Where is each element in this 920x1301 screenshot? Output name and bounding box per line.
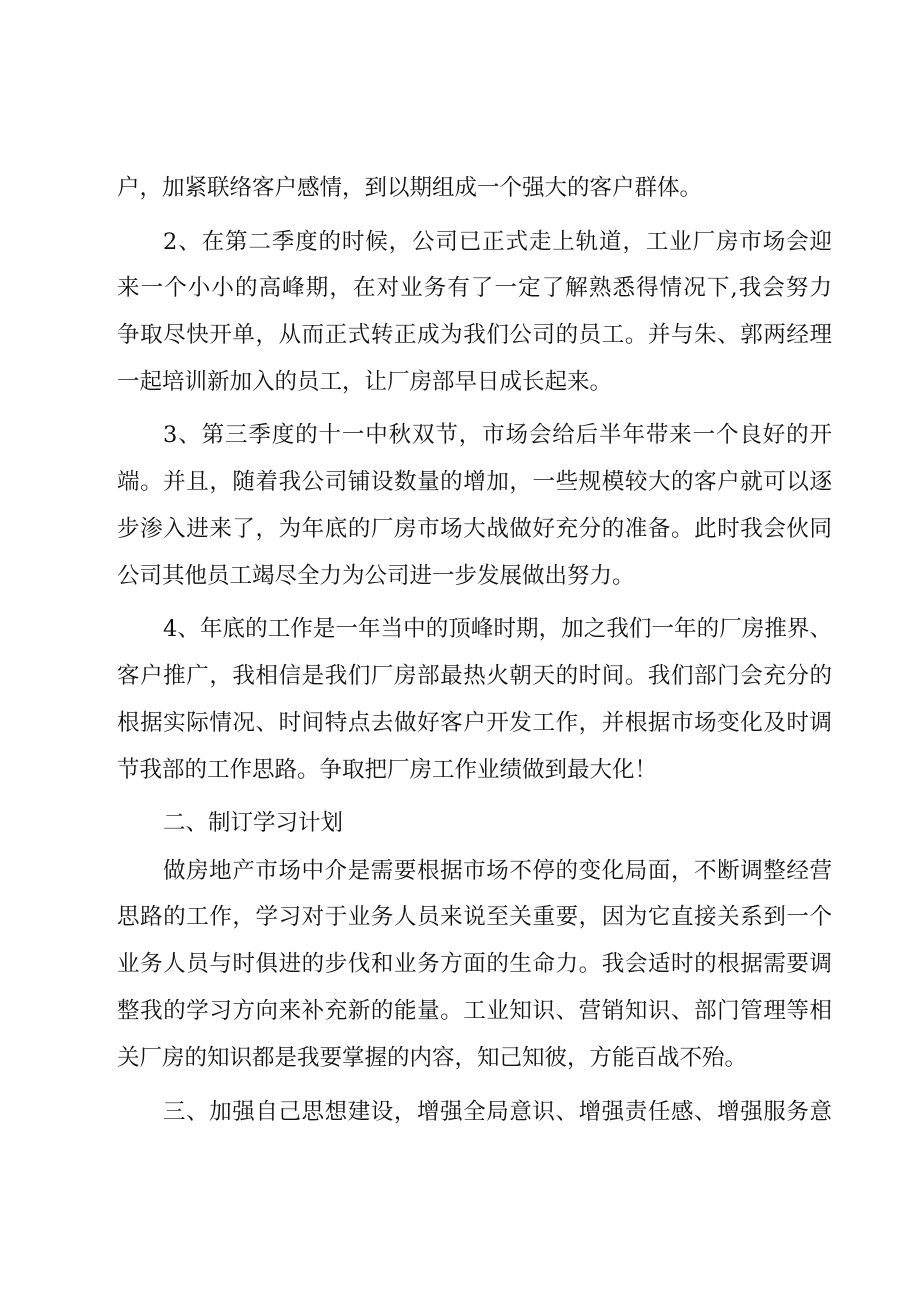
text-line: 端。并且，随着我公司铺设数量的增加，一些规模较大的客户就可以逐: [117, 469, 832, 495]
text-line: 步渗入进来了，为年底的厂房市场大战做好充分的准备。此时我会伙同: [117, 516, 832, 542]
text-line: 3、第三季度的十一中秋双节，市场会给后半年带来一个良好的开: [163, 422, 832, 448]
text-line: 业务人员与时俱进的步伐和业务方面的生命力。我会适时的根据需要调: [117, 951, 832, 977]
text-line: 2、在第二季度的时候，公司已正式走上轨道，工业厂房市场会迎: [163, 229, 832, 255]
text-line: 4、年底的工作是一年当中的顶峰时期，加之我们一年的厂房推界、: [163, 616, 832, 642]
text-line: 来一个小小的高峰期，在对业务有了一定了解熟悉得情况下,我会努力: [117, 275, 832, 301]
text-line: 公司其他员工竭尽全力为公司进一步发展做出努力。: [117, 563, 635, 589]
text-line: 户，加紧联络客户感情，到以期组成一个强大的客户群体。: [117, 175, 703, 201]
text-line: 节我部的工作思路。争取把厂房工作业绩做到最大化！: [117, 757, 658, 783]
text-line: 根据实际情况、时间特点去做好客户开发工作，并根据市场变化及时调: [117, 710, 832, 736]
section-heading: 二、制订学习计划: [163, 810, 344, 836]
text-line: 做房地产市场中介是需要根据市场不停的变化局面，不断调整经营: [163, 858, 832, 884]
section-heading: 三、加强自己思想建设，增强全局意识、增强责任感、增强服务意: [163, 1099, 832, 1125]
text-line: 客户推广，我相信是我们厂房部最热火朝天的时间。我们部门会充分的: [117, 663, 832, 689]
text-line: 争取尽快开单，从而正式转正成为我们公司的员工。并与朱、郭两经理: [117, 322, 832, 348]
text-line: 思路的工作，学习对于业务人员来说至关重要，因为它直接关系到一个: [117, 904, 832, 930]
text-line: 一起培训新加入的员工，让厂房部早日成长起来。: [117, 369, 613, 395]
text-line: 整我的学习方向来补充新的能量。工业知识、营销知识、部门管理等相: [117, 998, 832, 1024]
text-line: 关厂房的知识都是我要掌握的内容，知己知彼，方能百战不殆。: [117, 1045, 748, 1071]
